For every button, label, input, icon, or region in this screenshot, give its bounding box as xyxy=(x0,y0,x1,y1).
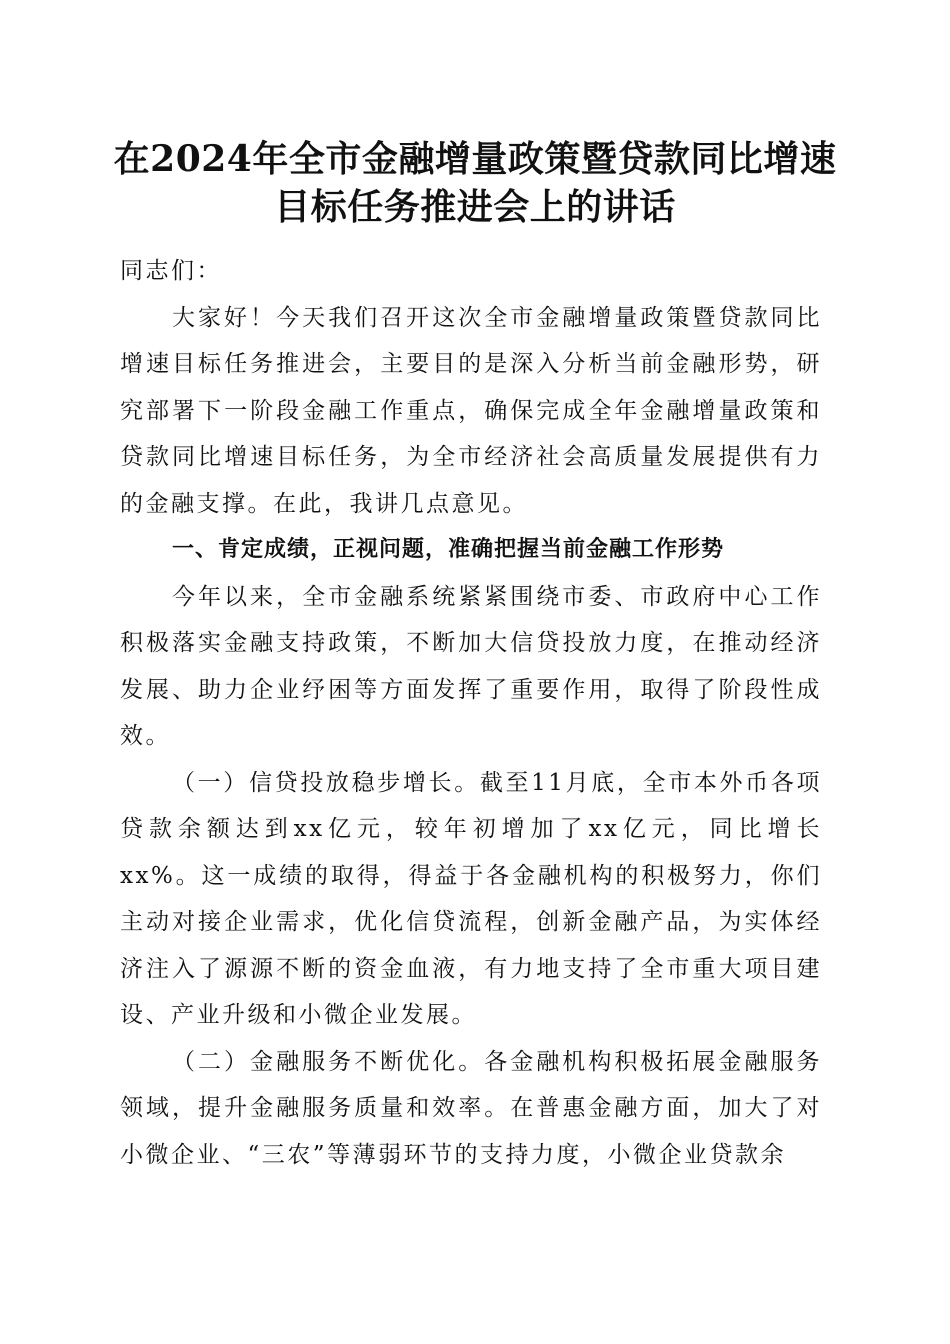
salutation: 同志们： xyxy=(120,258,222,284)
point-1-paragraph xyxy=(120,760,822,1039)
document-body xyxy=(120,248,822,1178)
section-1-intro-paragraph: 今年以来，全市金融系统紧紧围绕市委、市政府中心工作积极落实金融支持政策，不断加大信贷投放力度，在推动经济发展、助力企业纾困等方面发挥了重要作用，取得了阶段性成效。 xyxy=(120,583,822,749)
point-2-paragraph xyxy=(120,1039,822,1179)
intro-paragraph: 大家好！今天我们召开这次全市金融增量政策暨贷款同比增速目标任务推进会，主要目的是深入分析当前金融形势，研究部署下一阶段金融工作重点，确保完成全年金融增量政策和贷款同比增速目标任务，为全市经济社会高质量发展提供有力的金融支撑。在此，我讲几点意见。 xyxy=(120,304,822,517)
point-2-lead: （二）金融服务不断优化。 xyxy=(172,1048,485,1075)
title-line-2: 目标任务推进会上的讲话 xyxy=(274,186,676,228)
point-1-text: 截至11月底，全市本外币各项贷款余额达到xx亿元，较年初增加了xx亿元，同比增长xx%。这一成绩的取得，得益于各金融机构的积极努力，你们主动对接企业需求，优化信贷流程，创新金融产品，为实体经济注入了源源不断的资金血液，有力地支持了全市重大项目建设、产业升级和小微企业发展。 xyxy=(120,769,822,1028)
section-1-heading: 一、肯定成绩，正视问题，准确把握当前金融工作形势 xyxy=(172,537,725,562)
point-1-lead: （一）信贷投放稳步增长。 xyxy=(172,769,480,796)
document-title xyxy=(100,135,850,231)
title-line-1: 在2024年全市金融增量政策暨贷款同比增速 xyxy=(113,138,837,180)
point-2-text: 各金融机构积极拓展金融服务领域，提升金融服务质量和效率。在普惠金融方面，加大了对小微企业、“三农”等薄弱环节的支持力度，小微企业贷款余 xyxy=(120,1048,823,1168)
